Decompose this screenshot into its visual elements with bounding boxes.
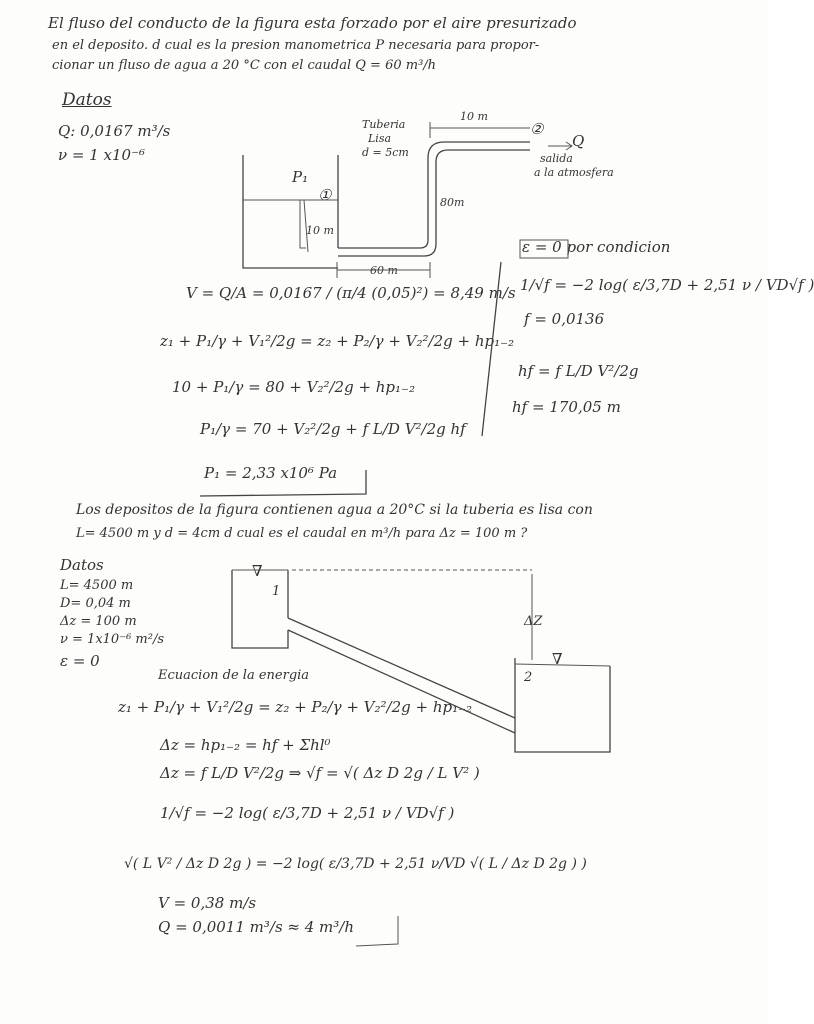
p1-eq-substituted: 10 + P₁/γ = 80 + V₂²/2g + hp₁₋₂	[172, 378, 415, 396]
tank1-water-mark: ∇	[252, 562, 263, 580]
problem1-datos-title: Datos	[62, 90, 112, 110]
figure1-tank	[243, 155, 338, 268]
p1-label: P₁	[292, 168, 309, 186]
p1-result: P₁ = 2,33 x10⁶ Pa	[204, 464, 338, 482]
p1-result-box	[200, 470, 366, 496]
p1-eq-energy: z₁ + P₁/γ + V₁²/2g = z₂ + P₂/γ + V₂²/2g + hp₁₋₂	[160, 332, 515, 350]
problem1-dato-nu: ν = 1 x10⁻⁶	[58, 146, 146, 164]
problem2-dato-dz: Δz = 100 m	[60, 614, 137, 629]
point-2-label: ②	[530, 120, 544, 138]
problem1-statement-line1: El fluso del conducto de la figura esta forzado por el aire presurizado	[48, 14, 577, 32]
flow-q-label: Q	[572, 132, 585, 150]
height-10m-label: 10 m	[306, 224, 334, 237]
problem2-dato-d: D= 0,04 m	[60, 596, 131, 611]
tank2-water-mark: ∇	[552, 650, 563, 668]
p2-eq-combined: √( L V² / Δz D 2g ) = −2 log( ε/3,7D + 2,51 ν/VD √( L / Δz D 2g ) )	[124, 856, 587, 872]
figure2-reservoirs	[232, 570, 610, 752]
problem2-dato-eps: ε = 0	[60, 652, 100, 670]
p1-eq-pressure-head: P₁/γ = 70 + V₂²/2g + f L/D V²/2g hf	[200, 420, 466, 438]
figure1-pipe	[337, 122, 572, 278]
pipe-note-line1: Tuberia	[362, 118, 406, 131]
problem1-statement-line2: en el deposito. d cual es la presion manometrica P necesaria para propor-	[52, 38, 540, 53]
problem1-dato-q: Q: 0,0167 m³/s	[58, 122, 171, 140]
problem2-statement-line1: Los depositos de la figura contienen agua a 20°C si la tuberia es lisa con	[76, 502, 593, 518]
label-10m-top: 10 m	[460, 110, 488, 123]
p1-eq-velocity: V = Q/A = 0,0167 / (π/4 (0,05)²) = 8,49 m/s	[186, 284, 516, 302]
length-60m-label: 60 m	[370, 264, 398, 277]
p1-friction-factor: f = 0,0136	[524, 310, 605, 328]
problem2-statement-line2: L= 4500 m y d = 4cm d cual es el caudal en m³/h para Δz = 100 m ?	[76, 526, 528, 541]
p2-result-box	[356, 916, 398, 946]
p2-eq-losses: Δz = hp₁₋₂ = hf + Σhl⁰	[160, 736, 331, 754]
exit-note-line1: salida	[540, 152, 573, 165]
pipe-note-line3: d = 5cm	[362, 146, 409, 159]
problem2-dato-nu: ν = 1x10⁻⁶ m²/s	[60, 632, 164, 647]
energy-equation-title: Ecuacion de la energia	[158, 668, 310, 683]
p2-eq-colebrook: 1/√f = −2 log( ε/3,7D + 2,51 ν / VD√f )	[160, 804, 455, 822]
column-divider	[482, 262, 501, 436]
tank2-label: 2	[524, 670, 533, 685]
p2-flow-result: Q = 0,0011 m³/s ≈ 4 m³/h	[158, 918, 355, 936]
exit-note-line2: a la atmosfera	[534, 166, 614, 179]
height-80m-label: 80m	[440, 196, 465, 209]
p1-hf-result: hf = 170,05 m	[512, 398, 621, 416]
delta-z-label: ΔZ	[524, 614, 543, 629]
p1-colebrook: 1/√f = −2 log( ε/3,7D + 2,51 ν / VD√f )	[520, 276, 814, 294]
point-1-label: ①	[318, 186, 332, 204]
p2-eq-energy: z₁ + P₁/γ + V₁²/2g = z₂ + P₂/γ + V₂²/2g + hp₁₋₂	[118, 698, 473, 716]
p2-eq-sqrt-f: Δz = f L/D V²/2g ⇒ √f = √( Δz D 2g / L V² )	[160, 764, 480, 782]
p1-roughness-condition: ε = 0 por condicion	[522, 238, 671, 256]
problem2-dato-l: L= 4500 m	[60, 578, 134, 593]
problem1-statement-line3: cionar un fluso de agua a 20 °C con el caudal Q = 60 m³/h	[52, 58, 437, 73]
p1-hf-formula: hf = f L/D V²/2g	[518, 362, 639, 380]
problem2-datos-title: Datos	[60, 556, 104, 574]
p2-velocity-result: V = 0,38 m/s	[158, 894, 257, 912]
tank1-label: 1	[272, 584, 281, 599]
pipe-note-line2: Lisa	[368, 132, 392, 145]
